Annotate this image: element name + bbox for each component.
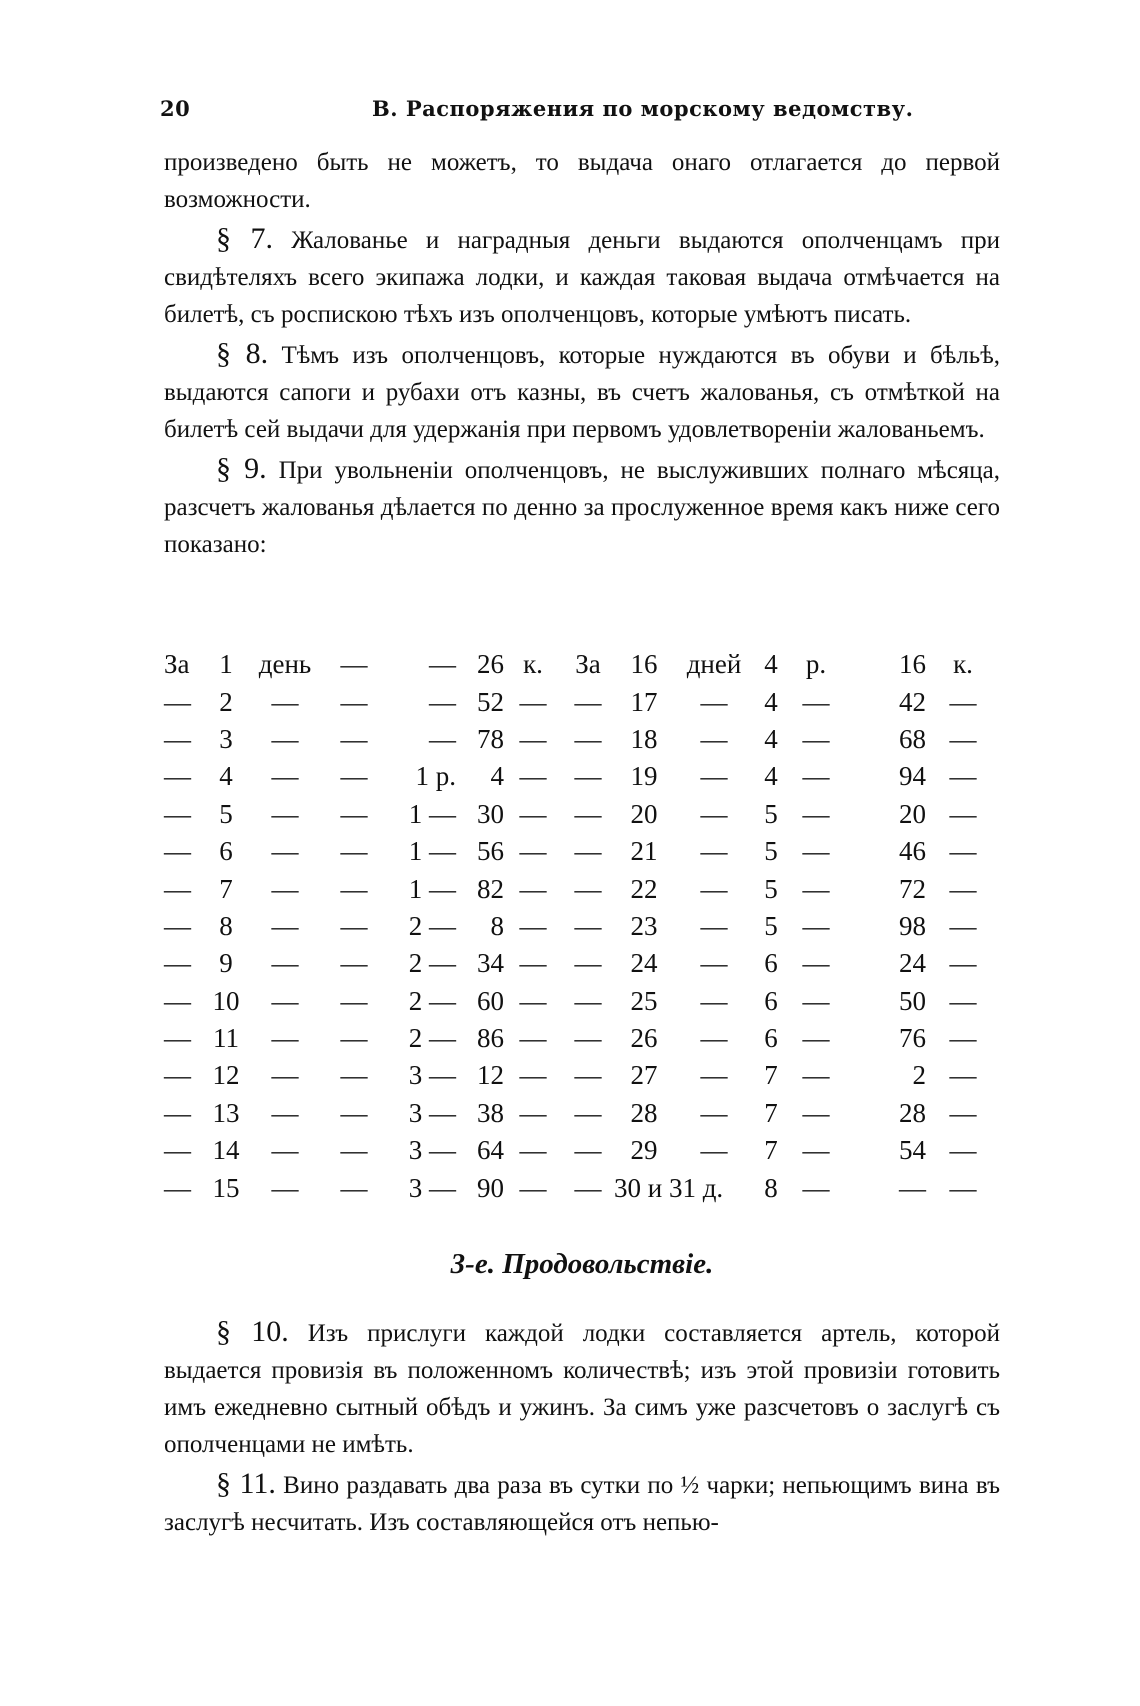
- table-cell: —: [164, 686, 191, 717]
- table-row: [164, 1095, 1000, 1132]
- table-cell: —: [700, 985, 728, 1016]
- table-cell: 1 —: [408, 873, 456, 904]
- table-cell: 98: [899, 910, 926, 941]
- table-cell: —: [700, 1060, 728, 1091]
- table-cell: —: [700, 686, 728, 717]
- table-cell: —: [949, 1097, 977, 1128]
- table-cell: —: [802, 873, 830, 904]
- table-cell: —: [949, 985, 977, 1016]
- table-row: [164, 721, 1000, 758]
- table-body: [164, 646, 1000, 1207]
- table-cell: 13: [212, 1097, 240, 1128]
- paragraph-section-7: [164, 220, 1000, 333]
- table-cell: 34: [477, 948, 504, 979]
- table-cell: —: [519, 873, 547, 904]
- table-cell: 11: [213, 1023, 239, 1054]
- table-cell: —: [574, 910, 602, 941]
- table-cell: 1 р.: [415, 761, 456, 792]
- table-cell: —: [271, 985, 299, 1016]
- table-cell: —: [700, 1097, 728, 1128]
- table-cell: 20: [630, 798, 658, 829]
- body-text-top: [164, 144, 1000, 565]
- table-cell: За: [575, 649, 601, 680]
- table-row: [164, 1020, 1000, 1057]
- table-cell: —: [802, 761, 830, 792]
- table-cell: —: [271, 1060, 299, 1091]
- table-cell: 22: [630, 873, 658, 904]
- table-row: [164, 758, 1000, 795]
- table-cell: 6: [219, 836, 233, 867]
- table-cell: —: [802, 985, 830, 1016]
- table-cell: 25: [630, 985, 658, 1016]
- table-cell: 19: [630, 761, 658, 792]
- table-cell: 76: [899, 1023, 926, 1054]
- table-cell: —: [164, 798, 191, 829]
- table-cell: 78: [477, 723, 504, 754]
- table-cell: 38: [477, 1097, 504, 1128]
- table-cell: 3 —: [408, 1060, 456, 1091]
- table-cell: 2 —: [408, 985, 456, 1016]
- table-header-row: [164, 646, 1000, 683]
- table-cell: —: [429, 649, 456, 680]
- table-cell: —: [519, 1172, 547, 1203]
- table-cell: —: [164, 985, 191, 1016]
- table-cell: 14: [212, 1135, 240, 1166]
- table-row: [164, 945, 1000, 982]
- table-cell: 8: [764, 1172, 778, 1203]
- table-cell: —: [164, 1060, 191, 1091]
- table-cell: —: [802, 948, 830, 979]
- table-cell: к.: [523, 649, 543, 680]
- table-cell: —: [164, 723, 191, 754]
- paragraph-text: Вино раздавать два раза въ сутки по ½ чарки; непьющимъ вина въ заслугѣ несчитать. Изъ составляющейся отъ непью-: [164, 1472, 1000, 1536]
- table-cell: 5: [764, 798, 778, 829]
- table-cell: —: [574, 1023, 602, 1054]
- table-cell: —: [574, 1172, 602, 1203]
- table-cell: —: [700, 761, 728, 792]
- table-cell: —: [574, 1135, 602, 1166]
- table-cell: 26: [477, 649, 504, 680]
- table-cell: —: [574, 873, 602, 904]
- table-cell: 15: [212, 1172, 240, 1203]
- table-cell: 52: [477, 686, 504, 717]
- table-cell: 7: [219, 873, 233, 904]
- table-cell: 3 —: [408, 1097, 456, 1128]
- table-cell: 56: [477, 836, 504, 867]
- table-cell: 12: [477, 1060, 504, 1091]
- table-cell: —: [700, 836, 728, 867]
- table-cell: 4: [764, 761, 778, 792]
- page-number: 20: [160, 96, 191, 121]
- table-cell: —: [519, 1060, 547, 1091]
- table-cell: —: [802, 1060, 830, 1091]
- table-cell: —: [164, 1097, 191, 1128]
- table-cell: —: [164, 910, 191, 941]
- table-cell: —: [700, 948, 728, 979]
- table-cell: 4: [764, 723, 778, 754]
- paragraph-section-9: [164, 450, 1000, 563]
- table-cell: —: [519, 948, 547, 979]
- table-cell: —: [340, 1135, 368, 1166]
- table-cell: —: [519, 723, 547, 754]
- running-title: В. Распоряжения по морскому ведомству.: [372, 96, 914, 121]
- table-cell: 2: [912, 1060, 926, 1091]
- table-cell: —: [574, 1097, 602, 1128]
- table-row: [164, 1169, 1000, 1206]
- table-cell: 42: [899, 686, 926, 717]
- table-cell: 82: [477, 873, 504, 904]
- section-subheading: 3-е. Продовольствіе.: [450, 1248, 714, 1280]
- table-row: [164, 683, 1000, 720]
- table-cell: —: [949, 761, 977, 792]
- table-cell: —: [802, 1023, 830, 1054]
- table-cell: 64: [477, 1135, 504, 1166]
- table-cell: —: [519, 836, 547, 867]
- table-cell: 24: [899, 948, 926, 979]
- table-cell: —: [340, 761, 368, 792]
- table-cell: —: [700, 723, 728, 754]
- table-cell: —: [271, 686, 299, 717]
- table-cell: —: [429, 723, 456, 754]
- table-cell: —: [271, 910, 299, 941]
- table-cell: —: [700, 1023, 728, 1054]
- table-cell: 2 —: [408, 948, 456, 979]
- table-cell: —: [340, 948, 368, 979]
- table-cell: —: [340, 1097, 368, 1128]
- paragraph-text: Жалованье и наградныя деньги выдаются ополченцамъ при свидѣтеляхъ всего экипажа лодки, и каждая таковая выдача отмѣчается на билетѣ, съ роспискою тѣхъ изъ ополченцовъ, которые умѣютъ писать.: [164, 227, 1000, 328]
- table-cell: 12: [212, 1060, 240, 1091]
- section-mark: § 7.: [216, 222, 273, 255]
- table-row: [164, 870, 1000, 907]
- table-cell: 4: [490, 761, 504, 792]
- table-cell: —: [340, 649, 368, 680]
- table-cell: —: [519, 910, 547, 941]
- table-cell: —: [340, 873, 368, 904]
- section-mark: § 11.: [216, 1467, 276, 1500]
- table-cell: 30: [477, 798, 504, 829]
- table-cell: 60: [477, 985, 504, 1016]
- table-cell: 23: [630, 910, 658, 941]
- table-cell: 94: [899, 761, 926, 792]
- table-cell: 1 —: [408, 836, 456, 867]
- table-cell: —: [949, 873, 977, 904]
- table-cell: —: [519, 686, 547, 717]
- table-row: [164, 833, 1000, 870]
- table-cell: р.: [805, 649, 827, 680]
- table-cell: —: [519, 1023, 547, 1054]
- table-cell: —: [899, 1172, 926, 1203]
- table-cell: 8: [490, 910, 504, 941]
- table-cell: —: [271, 1023, 299, 1054]
- table-cell: 50: [899, 985, 926, 1016]
- table-cell: —: [802, 910, 830, 941]
- table-cell: —: [271, 873, 299, 904]
- table-cell: —: [802, 1097, 830, 1128]
- table-cell: —: [271, 723, 299, 754]
- table-cell: —: [271, 761, 299, 792]
- table-cell: 1: [219, 649, 233, 680]
- table-row: [164, 796, 1000, 833]
- table-cell: 2: [219, 686, 233, 717]
- table-cell: —: [949, 723, 977, 754]
- table-cell: 46: [899, 836, 926, 867]
- table-cell: 1 —: [408, 798, 456, 829]
- table-cell: —: [340, 985, 368, 1016]
- table-cell: —: [574, 686, 602, 717]
- table-cell: 5: [764, 873, 778, 904]
- table-cell: —: [700, 798, 728, 829]
- table-cell: —: [164, 836, 191, 867]
- table-cell: —: [574, 836, 602, 867]
- body-text-bottom: [164, 1313, 1000, 1543]
- table-cell: 4: [219, 761, 233, 792]
- table-cell: 28: [630, 1097, 658, 1128]
- table-cell: —: [340, 1023, 368, 1054]
- table-cell: —: [802, 723, 830, 754]
- table-cell: 4: [764, 649, 778, 680]
- table-cell: 16: [899, 649, 926, 680]
- table-cell: 26: [630, 1023, 658, 1054]
- table-cell: —: [574, 948, 602, 979]
- table-cell: —: [271, 1097, 299, 1128]
- table-cell: 6: [764, 985, 778, 1016]
- table-cell: —: [949, 686, 977, 717]
- table-cell: 16: [630, 649, 658, 680]
- table-cell: 3 —: [408, 1135, 456, 1166]
- table-cell: —: [340, 1060, 368, 1091]
- table-cell: 7: [764, 1135, 778, 1166]
- table-cell: За: [164, 649, 190, 680]
- table-cell: дней: [686, 649, 742, 680]
- table-cell: 86: [477, 1023, 504, 1054]
- table-row: [164, 908, 1000, 945]
- table-cell: —: [519, 798, 547, 829]
- section-mark: § 8.: [216, 337, 269, 370]
- table-cell: 6: [764, 1023, 778, 1054]
- table-cell: —: [340, 1172, 368, 1203]
- table-cell: —: [949, 798, 977, 829]
- table-cell: —: [340, 798, 368, 829]
- table-cell: —: [519, 761, 547, 792]
- table-cell: —: [340, 686, 368, 717]
- table-cell: —: [949, 1060, 977, 1091]
- table-cell: 17: [630, 686, 658, 717]
- table-cell: —: [519, 1135, 547, 1166]
- table-row: [164, 1057, 1000, 1094]
- table-cell: —: [802, 1135, 830, 1166]
- table-cell: 90: [477, 1172, 504, 1203]
- table-cell: —: [802, 836, 830, 867]
- table-cell: 24: [630, 948, 658, 979]
- table-cell: —: [164, 1172, 191, 1203]
- table-cell: 30 и 31 д.: [614, 1172, 724, 1203]
- section-mark: § 10.: [216, 1315, 289, 1348]
- section-mark: § 9.: [216, 452, 267, 485]
- table-cell: 7: [764, 1097, 778, 1128]
- table-cell: день: [258, 649, 312, 680]
- table-cell: —: [164, 948, 191, 979]
- table-row: [164, 1132, 1000, 1169]
- table-cell: —: [340, 910, 368, 941]
- table-cell: 18: [630, 723, 658, 754]
- table-cell: —: [519, 1097, 547, 1128]
- table-cell: 5: [764, 836, 778, 867]
- table-cell: —: [271, 798, 299, 829]
- table-cell: —: [802, 1172, 830, 1203]
- table-cell: —: [574, 761, 602, 792]
- table-cell: 9: [219, 948, 233, 979]
- table-cell: 2 —: [408, 1023, 456, 1054]
- table-cell: —: [949, 836, 977, 867]
- table-row: [164, 983, 1000, 1020]
- table-cell: —: [271, 948, 299, 979]
- table-cell: —: [271, 1135, 299, 1166]
- table-cell: 10: [212, 985, 240, 1016]
- table-cell: 7: [764, 1060, 778, 1091]
- table-cell: —: [574, 985, 602, 1016]
- table-cell: —: [271, 1172, 299, 1203]
- table-cell: 6: [764, 948, 778, 979]
- table-cell: —: [574, 798, 602, 829]
- table-cell: 20: [899, 798, 926, 829]
- table-cell: —: [164, 1023, 191, 1054]
- table-cell: 3: [219, 723, 233, 754]
- table-cell: —: [700, 1135, 728, 1166]
- table-cell: —: [340, 723, 368, 754]
- table-cell: 27: [630, 1060, 658, 1091]
- paragraph-text: Тѣмъ изъ ополченцовъ, которые нуждаются въ обуви и бѣльѣ, выдаются сапоги и рубахи отъ казны, въ счетъ жалованья, съ отмѣткой на билетѣ сей выдачи для удержанія при первомъ удовлетвореніи жалованьемъ.: [164, 342, 1001, 443]
- table-cell: 5: [219, 798, 233, 829]
- table-cell: 4: [764, 686, 778, 717]
- paragraph-section-10: [164, 1313, 1000, 1463]
- table-cell: 2 —: [408, 910, 456, 941]
- daily-pay-table: [164, 646, 1000, 1207]
- table-cell: —: [949, 910, 977, 941]
- table-cell: —: [574, 723, 602, 754]
- table-cell: —: [802, 798, 830, 829]
- table-cell: —: [429, 686, 456, 717]
- table-cell: —: [574, 1060, 602, 1091]
- table-cell: —: [949, 1023, 977, 1054]
- table-cell: 3 —: [408, 1172, 456, 1203]
- table-cell: 21: [630, 836, 658, 867]
- table-cell: 28: [899, 1097, 926, 1128]
- table-cell: 5: [764, 910, 778, 941]
- paragraph-continuation: [164, 144, 1000, 218]
- table-cell: —: [949, 1172, 977, 1203]
- table-cell: —: [802, 686, 830, 717]
- table-cell: —: [340, 836, 368, 867]
- table-cell: к.: [953, 649, 973, 680]
- table-cell: —: [700, 910, 728, 941]
- paragraph-section-8: [164, 335, 1000, 448]
- table-cell: —: [700, 873, 728, 904]
- paragraph-text: произведено быть не можетъ, то выдача онаго отлагается до первой возможности.: [164, 149, 1000, 213]
- table-cell: —: [949, 948, 977, 979]
- table-cell: —: [164, 761, 191, 792]
- paragraph-text: Изъ прислуги каждой лодки составляется артель, которой выдается провизія въ положенномъ количествѣ; изъ этой провизіи готовить имъ ежедневно сытный обѣдъ и ужинъ. За симъ уже разсчетовъ о заслугѣ съ ополченцами не имѣть.: [164, 1320, 1001, 1458]
- table-cell: 29: [630, 1135, 658, 1166]
- table-cell: 8: [219, 910, 233, 941]
- table-cell: 72: [899, 873, 926, 904]
- table-cell: 68: [899, 723, 926, 754]
- table-cell: —: [271, 836, 299, 867]
- table-cell: —: [164, 873, 191, 904]
- paragraph-text: При увольненіи ополченцовъ, не выслуживших полнаго мѣсяца, разсчетъ жалованья дѣлается по денно за прослуженное время какъ ниже сего показано:: [164, 457, 1001, 558]
- table-cell: 54: [899, 1135, 926, 1166]
- table-cell: —: [519, 985, 547, 1016]
- table-cell: —: [164, 1135, 191, 1166]
- table-cell: —: [949, 1135, 977, 1166]
- paragraph-section-11: [164, 1465, 1000, 1541]
